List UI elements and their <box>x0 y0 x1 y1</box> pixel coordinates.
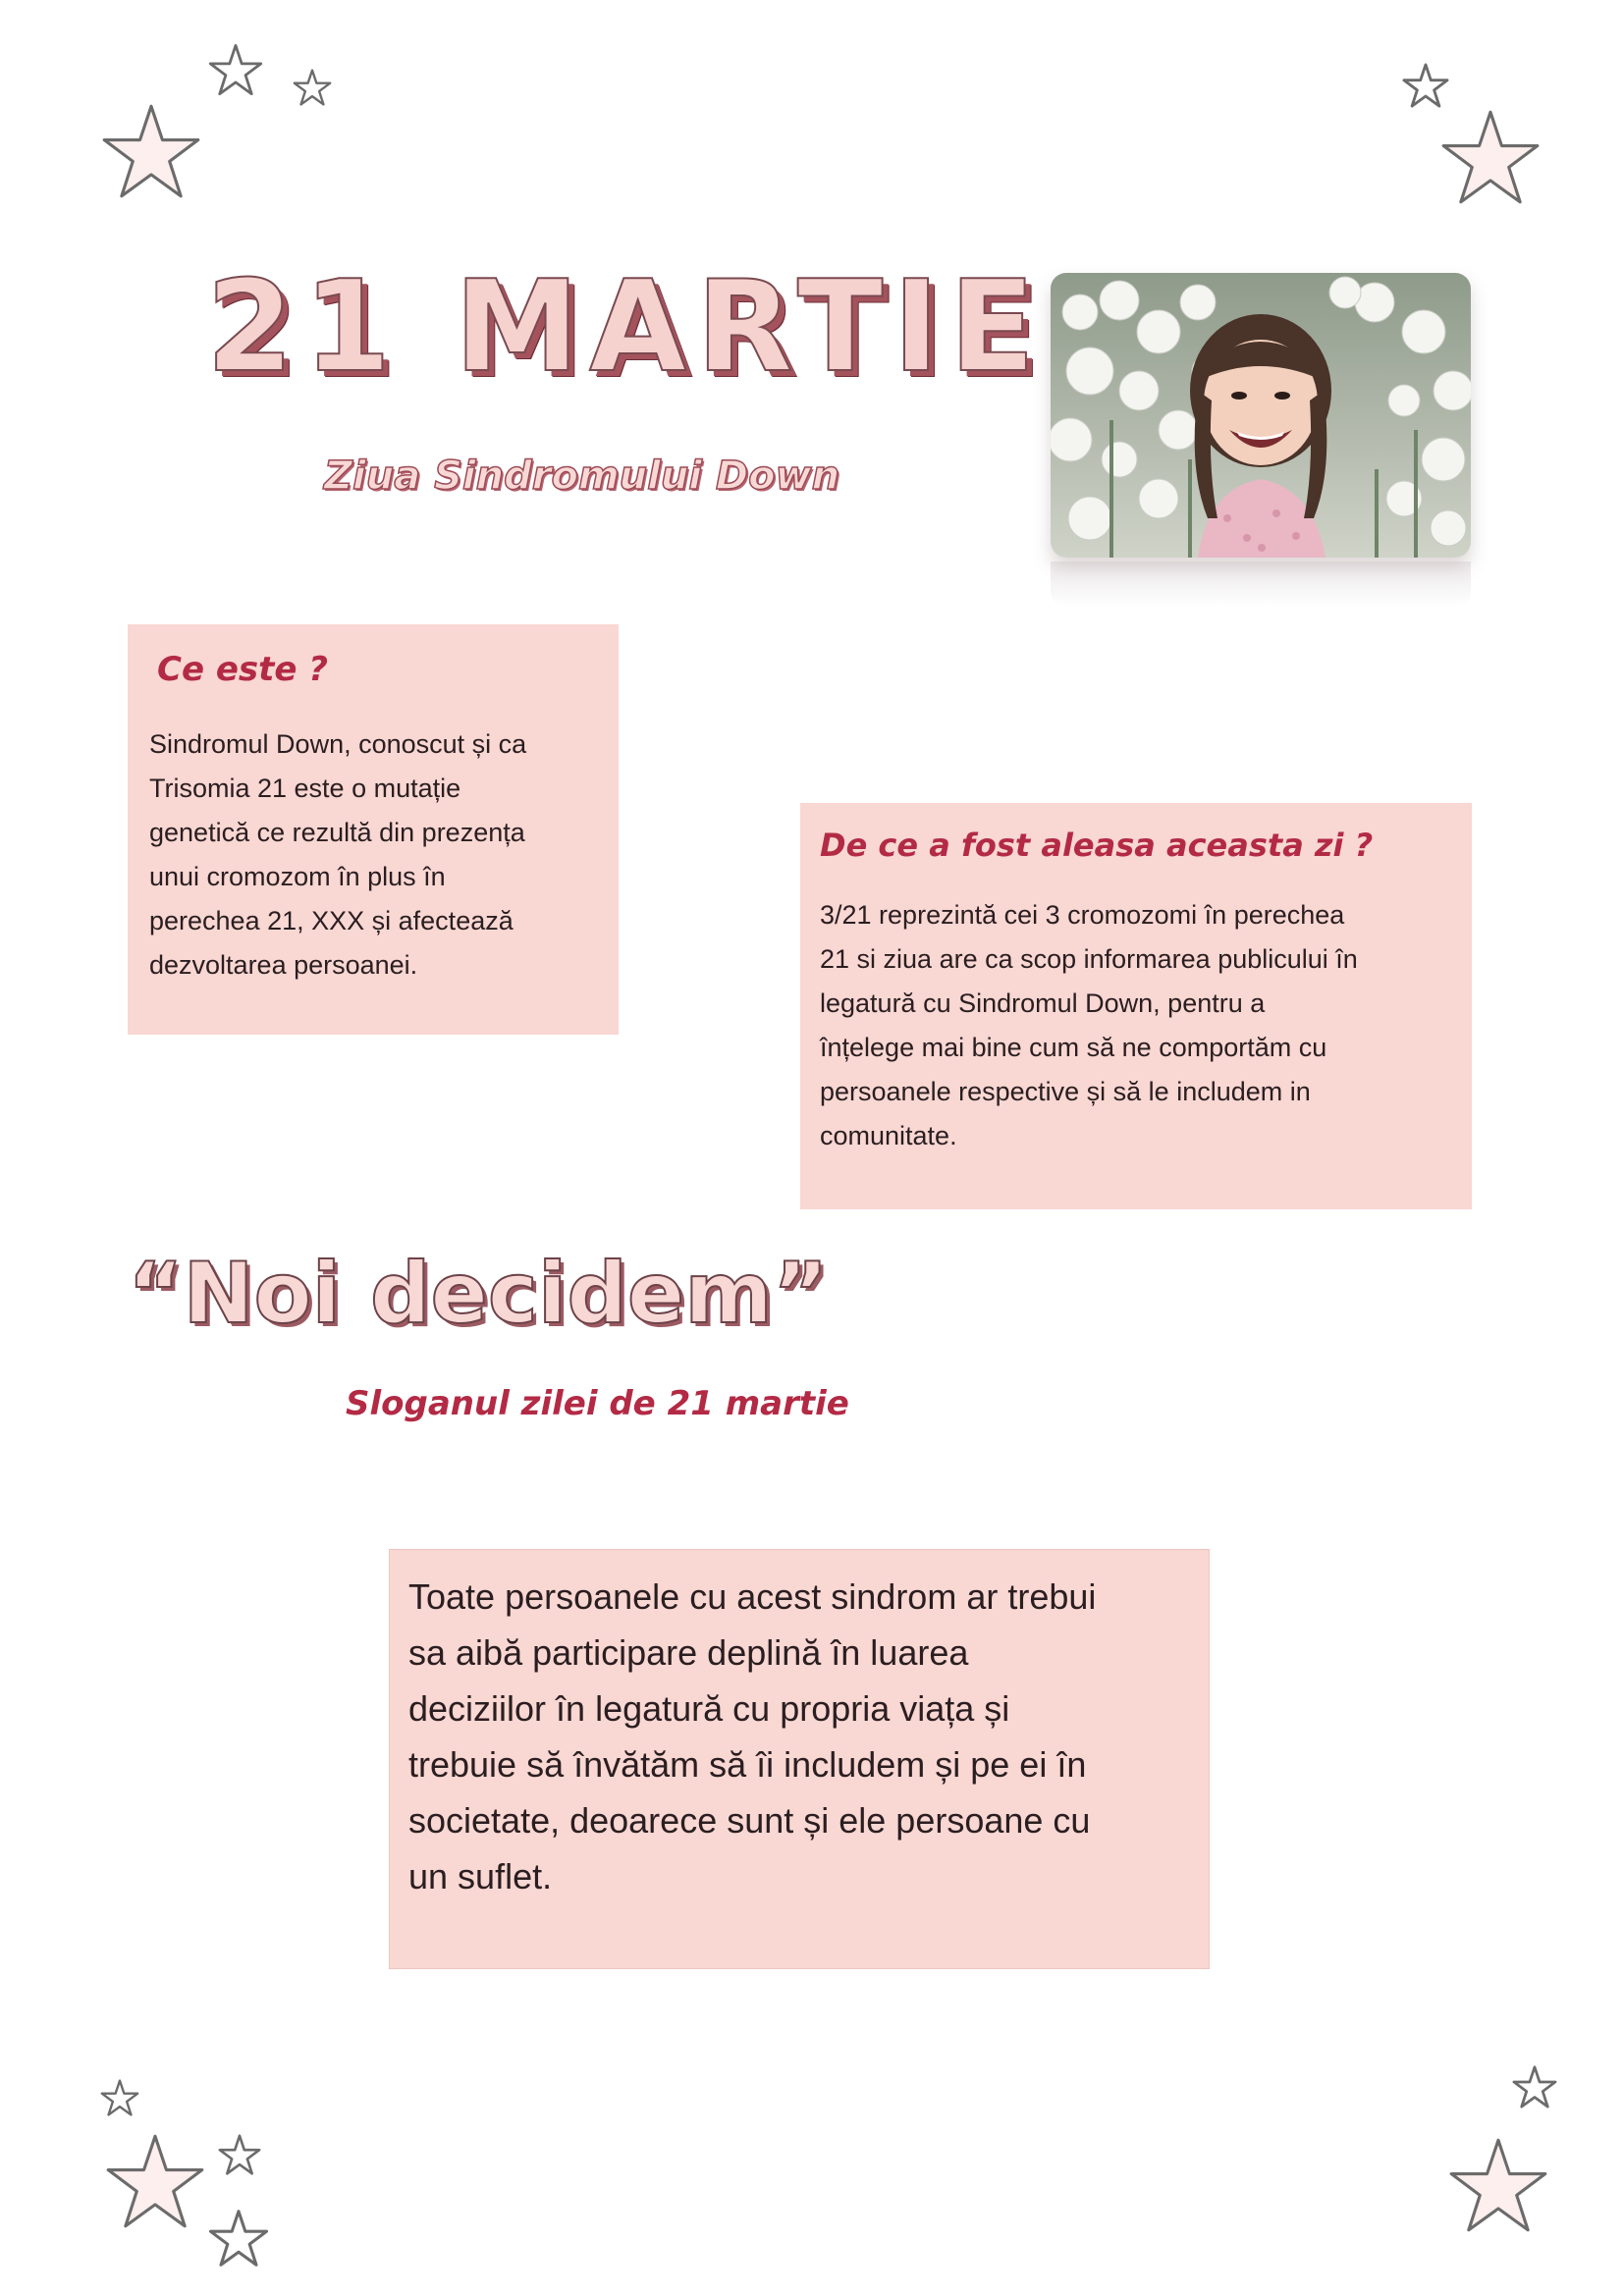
star-outline-icon <box>1512 2065 1557 2109</box>
star-outline-icon <box>100 2079 139 2116</box>
text-line: perechea 21, XXX și afectează <box>149 906 514 935</box>
info-box-heading: De ce a fost aleasa aceasta zi ? <box>820 827 1374 864</box>
text-line: înțelege mai bine cum să ne comportăm cu <box>820 1033 1327 1062</box>
text-line: unui cromozom în plus în <box>149 862 446 891</box>
page-subtitle: Ziua Sindromului Down <box>324 454 840 499</box>
text-line: 3/21 reprezintă cei 3 cromozomi în perechea <box>820 900 1345 930</box>
star-outline-icon <box>293 69 332 106</box>
star-outline-icon <box>1439 108 1542 206</box>
text-line: 21 si ziua are ca scop informarea publicului în <box>820 944 1358 974</box>
text-line: sa aibă participare deplină în luarea <box>408 1632 969 1673</box>
text-line: dezvoltarea persoanei. <box>149 950 418 980</box>
slogan-title: “Noi decidem” <box>128 1245 829 1343</box>
statement-text <box>408 1569 1190 1904</box>
info-box-text <box>149 722 599 988</box>
statement-box <box>389 1549 1210 1969</box>
text-line: genetică ce rezultă din prezența <box>149 818 525 847</box>
text-line: trebuie să învătăm să îi includem și pe ei în <box>408 1744 1087 1785</box>
text-line: Trisomia 21 este o mutație <box>149 774 461 803</box>
photo-illustration <box>1051 273 1471 558</box>
text-line: comunitate. <box>820 1121 957 1150</box>
page-title: 21 MARTIE <box>206 254 1046 400</box>
star-outline-icon <box>208 43 263 96</box>
info-box-what-is <box>128 624 619 1035</box>
text-line: Sindromul Down, conoscut și ca <box>149 729 527 759</box>
photo-reflection <box>1051 561 1471 607</box>
slogan-caption: Sloganul zilei de 21 martie <box>346 1384 849 1423</box>
text-line: Toate persoanele cu acest sindrom ar trebui <box>408 1576 1097 1617</box>
star-outline-icon <box>104 2132 206 2230</box>
smiling-girl-with-flowers-photo <box>1051 273 1471 558</box>
star-outline-icon <box>1402 63 1449 108</box>
info-box-text <box>820 893 1450 1158</box>
text-line: societate, deoarece sunt și ele persoane cu <box>408 1800 1091 1841</box>
info-box-why-this-day <box>800 803 1472 1209</box>
text-line: un suflet. <box>408 1856 553 1896</box>
star-outline-icon <box>1447 2136 1549 2234</box>
info-box-heading: Ce este ? <box>157 650 329 689</box>
text-line: persoanele respective și să le includem in <box>820 1077 1311 1106</box>
text-line: legatură cu Sindromul Down, pentru a <box>820 988 1266 1018</box>
text-line: deciziilor în legatură cu propria viața și <box>408 1688 1010 1729</box>
star-outline-icon <box>218 2134 261 2175</box>
star-outline-icon <box>208 2209 269 2268</box>
star-outline-icon <box>100 102 202 200</box>
